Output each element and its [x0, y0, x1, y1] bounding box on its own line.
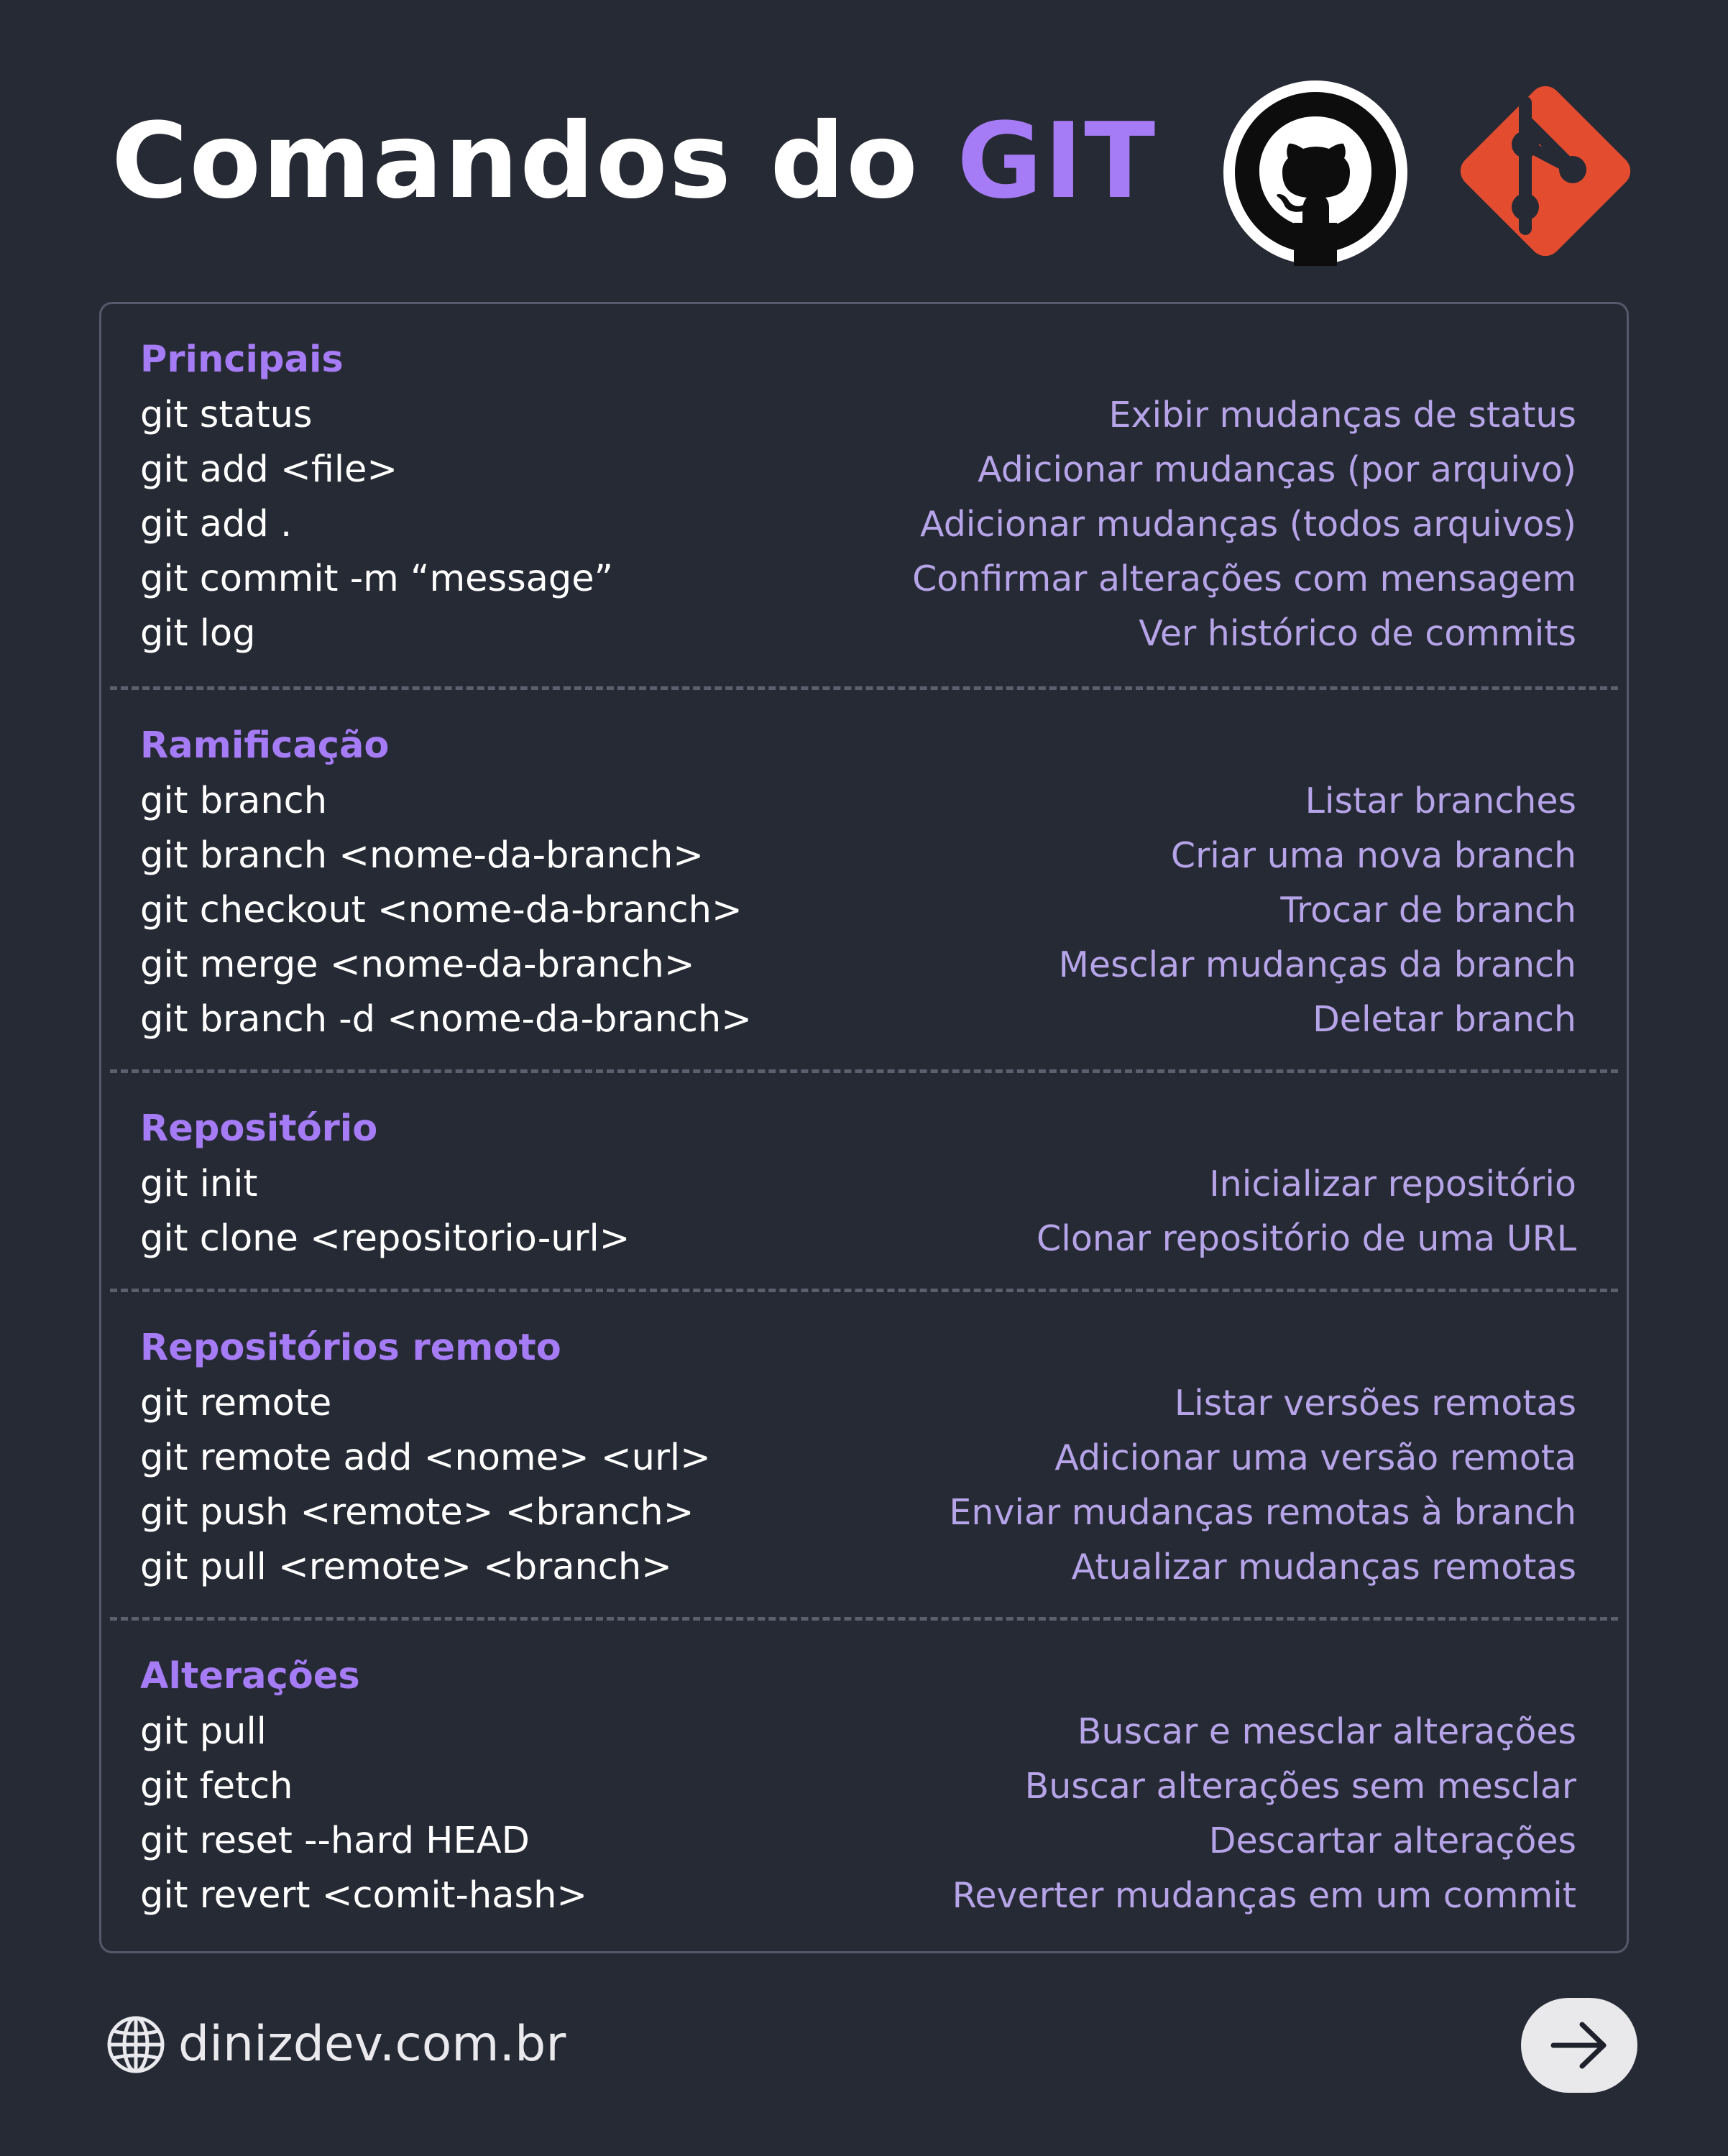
section-title: Principais	[140, 338, 344, 381]
git-icon	[1445, 70, 1646, 272]
command-text: git status	[140, 393, 313, 436]
command-row	[140, 937, 1576, 992]
command-text: git add <file>	[140, 448, 398, 491]
command-text: git log	[140, 612, 256, 655]
command-row	[140, 606, 1576, 660]
command-text: git branch	[140, 779, 328, 822]
commands-card	[99, 302, 1629, 1953]
next-button[interactable]	[1521, 1998, 1637, 2093]
command-row	[140, 1376, 1576, 1430]
github-icon	[1222, 79, 1409, 266]
command-description: Ver histórico de commits	[1139, 612, 1576, 654]
command-row	[140, 1813, 1576, 1868]
command-row	[140, 1704, 1576, 1759]
section-title: Alterações	[140, 1655, 360, 1697]
command-description: Adicionar mudanças (por arquivo)	[978, 448, 1576, 490]
command-row	[140, 1485, 1576, 1539]
command-description: Adicionar mudanças (todos arquivos)	[920, 503, 1576, 545]
command-text: git checkout <nome-da-branch>	[140, 888, 743, 931]
command-description: Clonar repositório de uma URL	[1037, 1217, 1576, 1259]
website-link[interactable]: dinizdev.com.br	[178, 2016, 566, 2073]
command-description: Reverter mudanças em um commit	[952, 1874, 1576, 1916]
command-description: Confirmar alterações com mensagem	[912, 558, 1576, 599]
section-alteracoes	[110, 1617, 1618, 1922]
section-repositorio	[110, 1069, 1618, 1289]
section-ramificacao	[110, 686, 1618, 1069]
command-row	[140, 1759, 1576, 1813]
command-row	[140, 883, 1576, 937]
command-description: Criar uma nova branch	[1170, 834, 1576, 876]
command-description: Trocar de branch	[1280, 889, 1576, 931]
command-description: Buscar alterações sem mesclar	[1024, 1765, 1576, 1807]
command-description: Adicionar uma versão remota	[1054, 1437, 1576, 1478]
command-text: git branch -d <nome-da-branch>	[140, 998, 752, 1041]
command-row	[140, 773, 1576, 828]
section-title: Ramificação	[140, 724, 390, 767]
command-text: git init	[140, 1162, 258, 1205]
arrow-right-icon	[1549, 2020, 1609, 2070]
command-description: Buscar e mesclar alterações	[1077, 1710, 1576, 1752]
command-text: git reset --hard HEAD	[140, 1819, 530, 1862]
command-description: Listar versões remotas	[1174, 1382, 1576, 1424]
command-text: git pull	[140, 1710, 267, 1753]
command-text: git clone <repositorio-url>	[140, 1217, 630, 1260]
command-description: Deletar branch	[1313, 998, 1576, 1040]
command-row	[140, 1430, 1576, 1485]
section-principais	[101, 304, 1627, 686]
command-row	[140, 442, 1576, 497]
command-description: Listar branches	[1305, 780, 1576, 821]
command-description: Atualizar mudanças remotas	[1071, 1546, 1576, 1588]
command-row	[140, 387, 1576, 442]
command-text: git merge <nome-da-branch>	[140, 943, 695, 986]
command-row	[140, 992, 1576, 1046]
command-text: git push <remote> <branch>	[140, 1491, 694, 1534]
command-row	[140, 1868, 1576, 1922]
command-description: Exibir mudanças de status	[1108, 394, 1576, 436]
command-text: git revert <comit-hash>	[140, 1874, 588, 1917]
command-row	[140, 497, 1576, 551]
command-description: Enviar mudanças remotas à branch	[949, 1491, 1576, 1533]
header	[111, 79, 1635, 244]
command-description: Mesclar mudanças da branch	[1058, 944, 1576, 985]
section-repositorios-remoto	[110, 1289, 1618, 1617]
command-text: git pull <remote> <branch>	[140, 1545, 672, 1588]
command-text: git branch <nome-da-branch>	[140, 834, 704, 877]
title-accent: GIT	[957, 101, 1157, 222]
globe-icon	[106, 2015, 165, 2074]
command-description: Descartar alterações	[1208, 1820, 1576, 1861]
command-row	[140, 1211, 1576, 1266]
footer	[106, 1998, 1637, 2091]
title-main: Comandos do	[111, 101, 957, 222]
command-text: git remote add <nome> <url>	[140, 1436, 711, 1479]
command-row	[140, 1156, 1576, 1211]
page-title	[111, 79, 1157, 244]
command-text: git add .	[140, 502, 293, 545]
command-row	[140, 551, 1576, 606]
command-text: git remote	[140, 1381, 332, 1424]
command-row	[140, 1539, 1576, 1594]
command-text: git commit -m “message”	[140, 557, 614, 600]
command-text: git fetch	[140, 1764, 293, 1807]
section-title: Repositório	[140, 1107, 378, 1150]
command-row	[140, 828, 1576, 883]
section-title: Repositórios remoto	[140, 1327, 561, 1369]
command-description: Inicializar repositório	[1209, 1163, 1576, 1204]
